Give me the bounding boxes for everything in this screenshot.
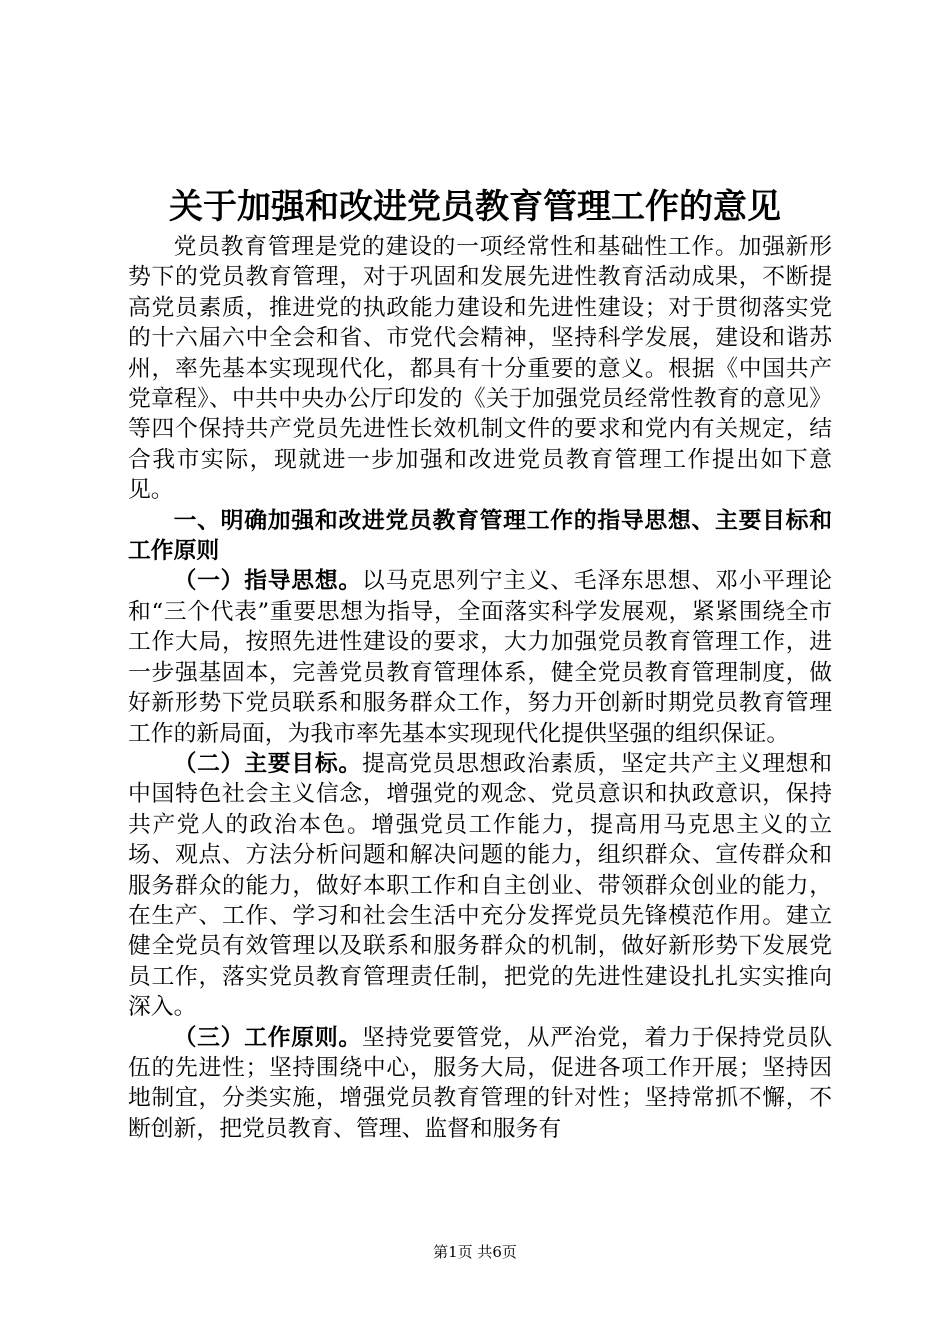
subsection-text-3: 坚持党要管党，从严治党，着力于保持党员队伍的先进性；坚持围绕中心，服务大局，促进各项工作开展；坚持因地制宜，分类实施，增强党员教育管理的针对性；坚持常抓不懈，不断创新，把党员教育、管理、监督和服务有	[128, 1024, 833, 1142]
subsection-text-2: 提高党员思想政治素质，坚定共产主义理想和中国特色社会主义信念，增强党的观念、党员意识和执政意识，保持共产党人的政治本色。增强党员工作能力，提高用马克思主义的立场、观点、方法分析问题和解决问题的能力，组织群众、宣传群众和服务群众的能力，做好本职工作和自主创业、带领群众创业的能力，在生产、工作、学习和社会生活中充分发挥党员先锋模范作用。建立健全党员有效管理以及联系和服务群众的机制，做好新形势下发展党员工作，落实党员教育管理责任制，把党的先进性建设扎扎实实推向深入。	[128, 750, 833, 1021]
subsection-heading-2: （二）主要目标。	[173, 750, 362, 777]
subsection-main-goals	[128, 749, 832, 1023]
subsection-guiding-thought	[128, 566, 832, 748]
section-heading-1: 一、明确加强和改进党员教育管理工作的指导思想、主要目标和工作原则	[128, 507, 832, 565]
page-footer: 第1页 共6页	[433, 1243, 517, 1261]
document-title: 关于加强和改进党员教育管理工作的意见	[169, 187, 781, 227]
intro-paragraph: 党员教育管理是党的建设的一项经常性和基础性工作。加强新形势下的党员教育管理，对于巩固和发展先进性教育活动成果，不断提高党员素质，推进党的执政能力建设和先进性建设；对于贯彻落实党的十六届六中全会和省、市党代会精神，坚持科学发展，建设和谐苏州，率先基本实现现代化，都具有十分重要的意义。根据《中国共产党章程》、中共中央办公厅印发的《关于加强党员经常性教育的意见》等四个保持共产党员先进性长效机制文件的要求和党内有关规定，结合我市实际，现就进一步加强和改进党员教育管理工作提出如下意见。	[128, 234, 832, 504]
subsection-heading-1: （一）指导思想。	[173, 568, 362, 595]
subsection-heading-3: （三）工作原则。	[173, 1024, 362, 1051]
subsection-text-1: 以马克思列宁主义、毛泽东思想、邓小平理论和“三个代表”重要思想为指导，全面落实科学发展观，紧紧围绕全市工作大局，按照先进性建设的要求，大力加强党员教育管理工作，进一步强基固本，完善党员教育管理体系，健全党员教育管理制度，做好新形势下党员联系和服务群众工作，努力开创新时期党员教育管理工作的新局面，为我市率先基本实现现代化提供坚强的组织保证。	[128, 568, 833, 747]
subsection-work-principles	[128, 1023, 832, 1145]
document-body	[128, 232, 832, 1144]
